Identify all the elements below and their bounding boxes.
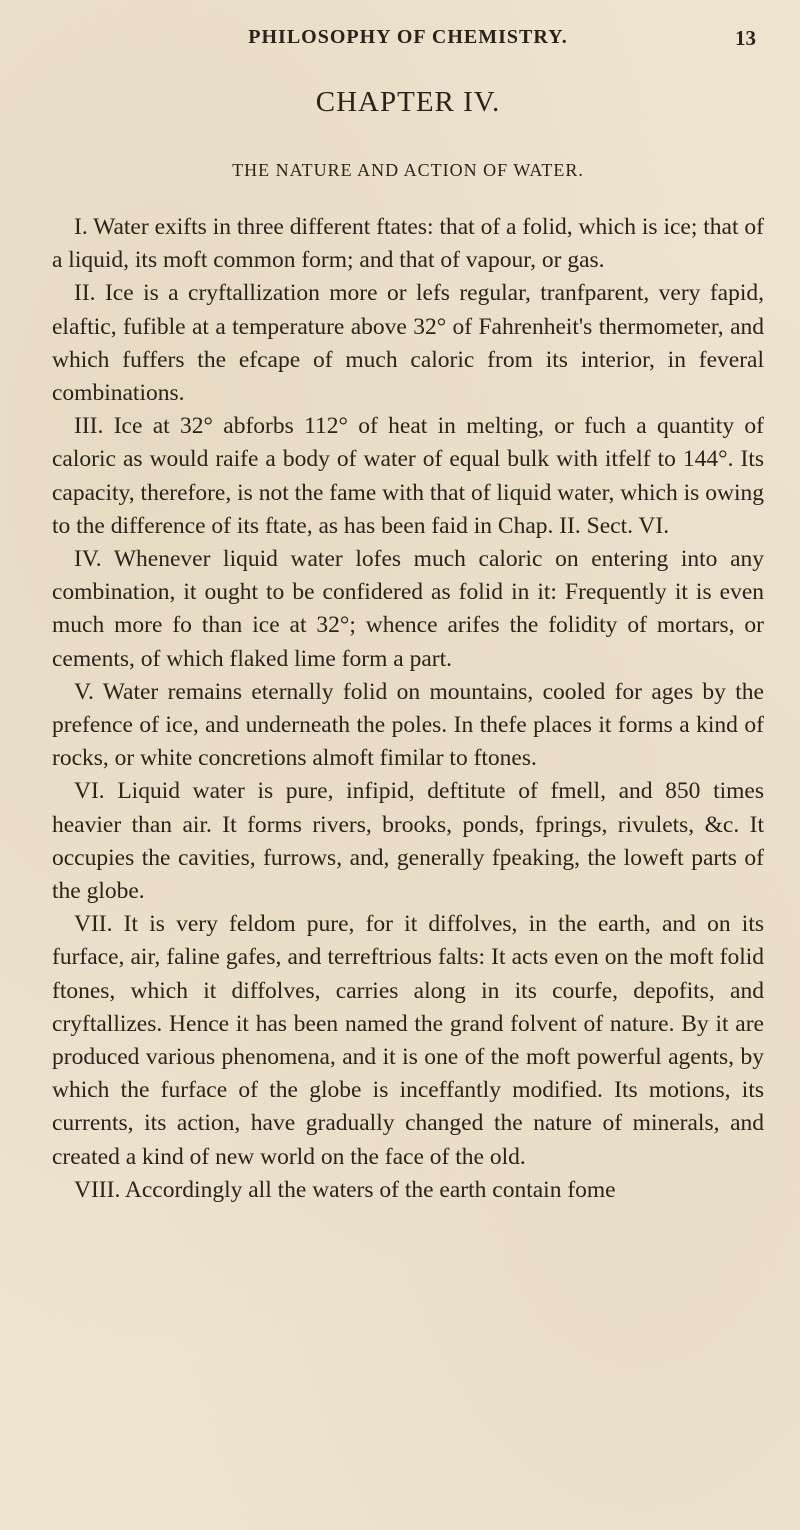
page-number: 13 — [735, 26, 756, 50]
paragraph-3: III. Ice at 32° abforbs 112° of heat in melting, or fuch a quantity of caloric as would raife a body of water of equal bulk with itfelf to 144°. Its capacity, therefore, is not the fame with that of liquid water, which is owing to the difference of its ftate, as has been faid in Chap. II. Sect. VI. — [52, 413, 764, 539]
chapter-title: CHAPTER IV. — [315, 86, 501, 118]
paragraph-1: I. Water exifts in three different ftates: that of a folid, which is ice; that of a liquid, its moft common form; and that of vapour, or gas. — [52, 214, 764, 274]
body-text — [52, 211, 764, 1207]
paragraph-4: IV. Whenever liquid water lofes much caloric on entering into any combination, it ought to be confidered as folid in it: Frequently it is even much more fo than ice at 32°; whence arifes the folidity of mortars, or cements, of which flaked lime form a part. — [52, 546, 764, 672]
running-head — [56, 26, 760, 60]
paragraph-2: II. Ice is a cryftallization more or lefs regular, tranfparent, very fapid, elaftic, fufible at a temperature above 32° of Fahrenheit's thermometer, and which fuffers the efcape of much caloric from its interior, in feveral combinations. — [52, 280, 764, 407]
paragraph-8: VIII. Accordingly all the waters of the earth contain fome — [74, 1176, 616, 1203]
paragraph-5: V. Water remains eternally folid on mountains, cooled for ages by the prefence of ice, and underneath the poles. In thefe places it forms a kind of rocks, or white concretions almoft fimilar to ftones. — [52, 678, 764, 772]
running-title: PHILOSOPHY OF CHEMISTRY. — [248, 26, 568, 48]
paragraph-7: VII. It is very feldom pure, for it diffolves, in the earth, and on its furface, air, faline gafes, and terreftrious falts: It acts even on the moft folid ftones, which it diffolves, carries along in its courfe, depofits, and cryftallizes. Hence it has been named the grand folvent of nature. By it are produced various phenomena, and it is one of the moft powerful agents, by which the furface of the globe is inceffantly modified. Its motions, its currents, its action, have gradually changed the nature of minerals, and created a kind of new world on the face of the old. — [52, 911, 764, 1170]
section-title: THE NATURE AND ACTION OF WATER. — [232, 160, 584, 180]
paragraph-6: VI. Liquid water is pure, infipid, deftitute of fmell, and 850 times heavier than air. It forms rivers, brooks, ponds, fprings, rivulets, &c. It occupies the cavities, furrows, and, generally fpeaking, the loweft parts of the globe. — [52, 778, 764, 905]
